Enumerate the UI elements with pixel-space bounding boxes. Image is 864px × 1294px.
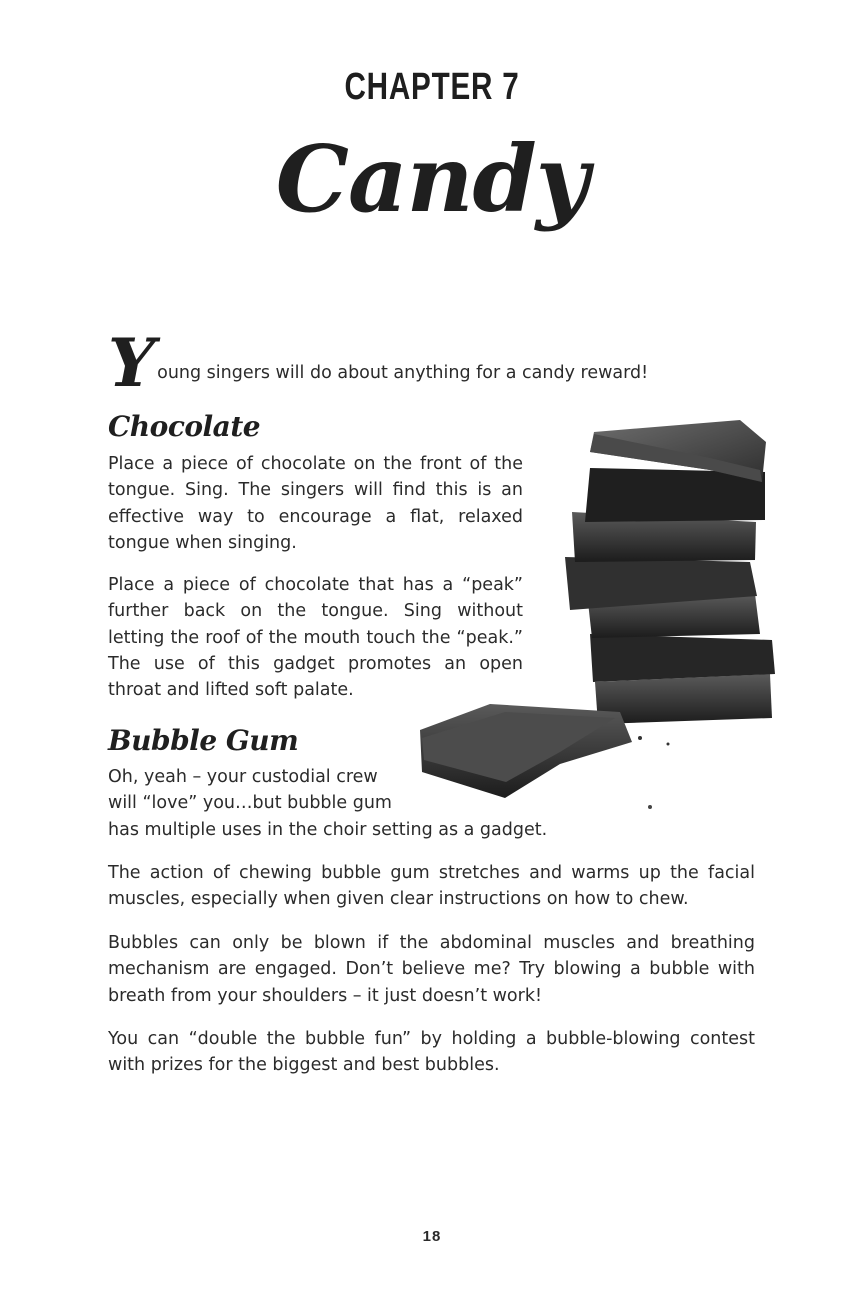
chocolate-paragraph-2: Place a piece of chocolate that has a “peak” further back on the tongue. Sing without letting the roof of the mouth touch the “peak.” The use of this gadget promotes an open throat and lifted soft palate. xyxy=(108,575,523,701)
section-heading-bubble-gum: Bubble Gum xyxy=(108,724,299,757)
intro-paragraph xyxy=(108,324,768,402)
text-line: will “love” you…but bubble gum xyxy=(108,793,392,814)
bubble-gum-paragraph-4: You can “double the bubble fun” by holding a bubble-blowing contest with prizes for the biggest and best bubbles. xyxy=(108,1029,755,1076)
chocolate-stack-image xyxy=(410,412,780,812)
chapter-title: Candy xyxy=(275,125,589,233)
chocolate-paragraph-1: Place a piece of chocolate on the front of the tongue. Sing. The singers will find this is an effective way to encourage a flat, relaxed tongue when singing. xyxy=(108,454,523,553)
section-heading-chocolate: Chocolate xyxy=(108,410,261,443)
chapter-label: CHAPTER 7 xyxy=(344,66,520,108)
bubble-gum-paragraph-3: Bubbles can only be blown if the abdominal muscles and breathing mechanism are engaged. Don’t believe me? Try blowing a bubble with breath from your shoulders – it just doesn’t work! xyxy=(108,933,755,1006)
drop-cap: Y xyxy=(108,324,156,402)
bubble-gum-paragraph-1 xyxy=(108,764,568,843)
text-line: Oh, yeah – your custodial crew xyxy=(108,767,378,787)
bubble-gum-paragraph-2: The action of chewing bubble gum stretches and warms up the facial muscles, especially when given clear instructions on how to chew. xyxy=(108,863,755,910)
text-line: has multiple uses in the choir setting as a gadget. xyxy=(108,819,548,840)
intro-text: oung singers will do about anything for a candy reward! xyxy=(157,363,649,383)
page-number: 18 xyxy=(422,1228,442,1245)
